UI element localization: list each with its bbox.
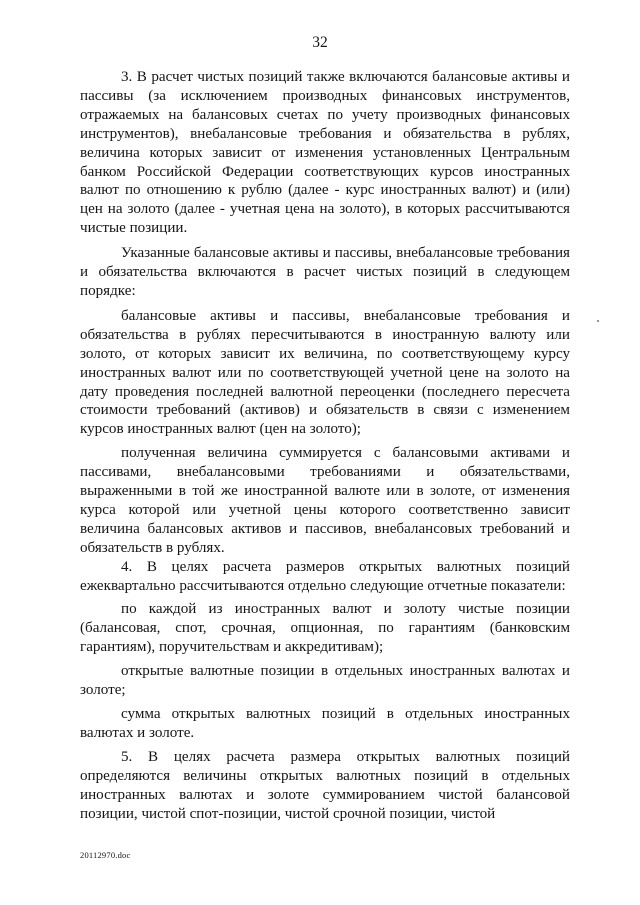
- footer-filename: 20112970.doc: [80, 850, 131, 860]
- scan-speck: [597, 320, 599, 322]
- paragraph-4: полученная величина суммируется с балансовыми активами и пассивами, внебалансовыми требованиями и обязательствами, выраженными в той же иностранной валюте или в золоте, от изменения курса которой или учетной цены которого соответственно зависит величина балансовых активов и пассивов, внебалансовых требований и обязательств в рублях.: [80, 445, 570, 556]
- paragraph-5: 4. В целях расчета размеров открытых валютных позиций ежеквартально рассчитываются отдельно следующие отчетные показатели:: [80, 558, 570, 594]
- paragraph-6: по каждой из иностранных валют и золоту чистые позиции (балансовая, спот, срочная, опционная, по гарантиям (банковским гарантиям), поручительствам и аккредитивам);: [80, 601, 570, 656]
- paragraph-8: сумма открытых валютных позиций в отдельных иностранных валютах и золоте.: [80, 706, 570, 741]
- page-number: 32: [312, 34, 328, 51]
- paragraph-2: Указанные балансовые активы и пассивы, внебалансовые требования и обязательства включаются в расчет чистых позиций в следующем порядке:: [80, 245, 570, 299]
- paragraph-1: 3. В расчет чистых позиций также включаются балансовые активы и пассивы (за исключением производных финансовых инструментов, отражаемых на балансовых счетах по учету производных финансовых инструментов), внебалансовые требования и обязательства в рублях, величина которых зависит от изменения установленных Центральным банком Российской Федерации соответствующих курсов иностранных валют по отношению к рублю (далее - курс иностранных валют) и (или) цен на золото (далее - учетная цена на золото), в которых рассчитываются чистые позиции.: [80, 69, 570, 237]
- paragraph-3: балансовые активы и пассивы, внебалансовые требования и обязательства в рублях пересчитываются в иностранную валюту или золото, от которых зависит их величина, по соответствующему курсу иностранных валют или по соответствующей учетной цене на золото на дату проведения последней валютной переоценки (последнего пересчета стоимости требований (активов) и обязательств в связи с изменением курсов иностранных валют (цен на золото);: [80, 307, 570, 438]
- paragraph-7: открытые валютные позиции в отдельных иностранных валютах и золоте;: [80, 663, 570, 699]
- paragraph-9: 5. В целях расчета размера открытых валютных позиций определяются величины открытых валютных позиций в отдельных иностранных валютах и золоте суммированием чистой балансовой позиции, чистой спот-позиции, чистой срочной позиции, чистой: [80, 748, 570, 822]
- document-body: [80, 68, 570, 823]
